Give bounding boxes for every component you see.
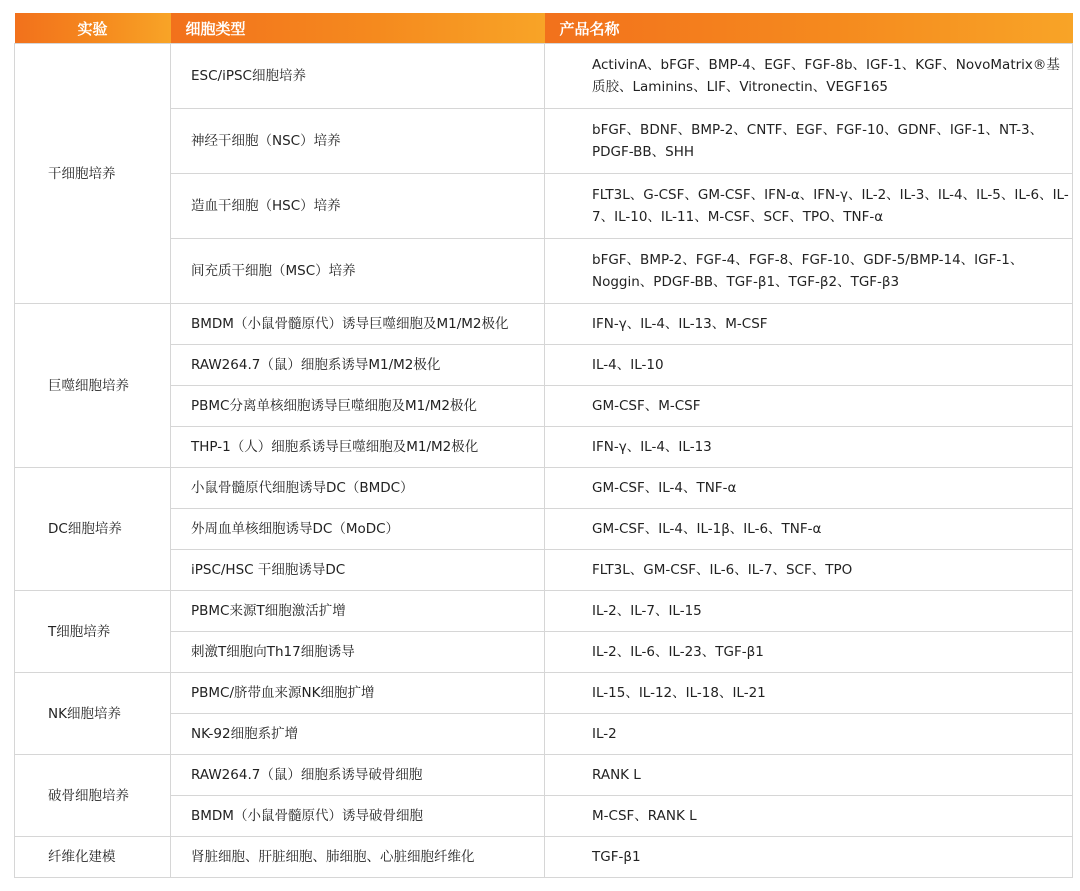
product-cell: bFGF、BMP-2、FGF-4、FGF-8、FGF-10、GDF-5/BMP-14、IGF-1、Noggin、PDGF-BB、TGF-β1、TGF-β2、TGF-β3 [545, 239, 1073, 304]
table-row [15, 109, 1073, 174]
cell-type-cell: ESC/iPSC细胞培养 [171, 44, 545, 109]
experiment-cell: 巨噬细胞培养 [15, 304, 171, 468]
experiment-cell: T细胞培养 [15, 591, 171, 673]
header-experiment: 实验 [15, 13, 171, 44]
table-body [15, 44, 1073, 878]
cell-type-cell: BMDM（小鼠骨髓原代）诱导巨噬细胞及M1/M2极化 [171, 304, 545, 345]
product-cell: GM-CSF、IL-4、IL-1β、IL-6、TNF-α [545, 509, 1073, 550]
table-row [15, 174, 1073, 239]
experiment-cell: 纤维化建模 [15, 837, 171, 878]
cell-type-cell: 造血干细胞（HSC）培养 [171, 174, 545, 239]
product-cell: M-CSF、RANK L [545, 796, 1073, 837]
cell-type-cell: iPSC/HSC 干细胞诱导DC [171, 550, 545, 591]
cell-type-cell: 肾脏细胞、肝脏细胞、肺细胞、心脏细胞纤维化 [171, 837, 545, 878]
table-row [15, 386, 1073, 427]
cell-type-cell: 神经干细胞（NSC）培养 [171, 109, 545, 174]
product-cell: IL-15、IL-12、IL-18、IL-21 [545, 673, 1073, 714]
product-cell: GM-CSF、IL-4、TNF-α [545, 468, 1073, 509]
product-cell: TGF-β1 [545, 837, 1073, 878]
header-cell-type: 细胞类型 [171, 13, 545, 44]
product-cell: GM-CSF、M-CSF [545, 386, 1073, 427]
cell-type-cell: RAW264.7（鼠）细胞系诱导M1/M2极化 [171, 345, 545, 386]
cell-type-cell: BMDM（小鼠骨髓原代）诱导破骨细胞 [171, 796, 545, 837]
cell-type-cell: PBMC来源T细胞激活扩增 [171, 591, 545, 632]
cell-type-cell: 外周血单核细胞诱导DC（MoDC） [171, 509, 545, 550]
product-cell: IL-4、IL-10 [545, 345, 1073, 386]
table-row [15, 468, 1073, 509]
experiment-cell: 破骨细胞培养 [15, 755, 171, 837]
product-cell: RANK L [545, 755, 1073, 796]
product-cell: FLT3L、G-CSF、GM-CSF、IFN-α、IFN-γ、IL-2、IL-3、IL-4、IL-5、IL-6、IL-7、IL-10、IL-11、M-CSF、SCF、TPO、TNF-α [545, 174, 1073, 239]
cell-type-cell: RAW264.7（鼠）细胞系诱导破骨细胞 [171, 755, 545, 796]
cell-type-cell: PBMC分离单核细胞诱导巨噬细胞及M1/M2极化 [171, 386, 545, 427]
cell-type-cell: NK-92细胞系扩增 [171, 714, 545, 755]
table-row [15, 345, 1073, 386]
table-row [15, 550, 1073, 591]
product-cell: IL-2、IL-7、IL-15 [545, 591, 1073, 632]
table-row [15, 755, 1073, 796]
product-cell: IFN-γ、IL-4、IL-13、M-CSF [545, 304, 1073, 345]
experiment-cell: 干细胞培养 [15, 44, 171, 304]
cell-type-cell: PBMC/脐带血来源NK细胞扩增 [171, 673, 545, 714]
table-row [15, 714, 1073, 755]
product-cell: ActivinA、bFGF、BMP-4、EGF、FGF-8b、IGF-1、KGF、NovoMatrix®基质胶、Laminins、LIF、Vitronectin、VEGF165 [545, 44, 1073, 109]
table-row [15, 44, 1073, 109]
cell-type-cell: 间充质干细胞（MSC）培养 [171, 239, 545, 304]
product-cell: IFN-γ、IL-4、IL-13 [545, 427, 1073, 468]
table-row [15, 427, 1073, 468]
table-row [15, 591, 1073, 632]
product-table-container [14, 13, 1072, 878]
table-row [15, 509, 1073, 550]
table-row [15, 837, 1073, 878]
cell-type-cell: 刺激T细胞向Th17细胞诱导 [171, 632, 545, 673]
table-row [15, 673, 1073, 714]
product-cell: FLT3L、GM-CSF、IL-6、IL-7、SCF、TPO [545, 550, 1073, 591]
experiment-cell: DC细胞培养 [15, 468, 171, 591]
product-cell: IL-2、IL-6、IL-23、TGF-β1 [545, 632, 1073, 673]
table-row [15, 304, 1073, 345]
table-row [15, 239, 1073, 304]
experiment-cell: NK细胞培养 [15, 673, 171, 755]
product-table [14, 13, 1073, 878]
table-row [15, 796, 1073, 837]
header-product-name: 产品名称 [545, 13, 1073, 44]
product-cell: bFGF、BDNF、BMP-2、CNTF、EGF、FGF-10、GDNF、IGF-1、NT-3、PDGF-BB、SHH [545, 109, 1073, 174]
cell-type-cell: THP-1（人）细胞系诱导巨噬细胞及M1/M2极化 [171, 427, 545, 468]
table-header [15, 13, 1073, 44]
product-cell: IL-2 [545, 714, 1073, 755]
cell-type-cell: 小鼠骨髓原代细胞诱导DC（BMDC） [171, 468, 545, 509]
table-row [15, 632, 1073, 673]
